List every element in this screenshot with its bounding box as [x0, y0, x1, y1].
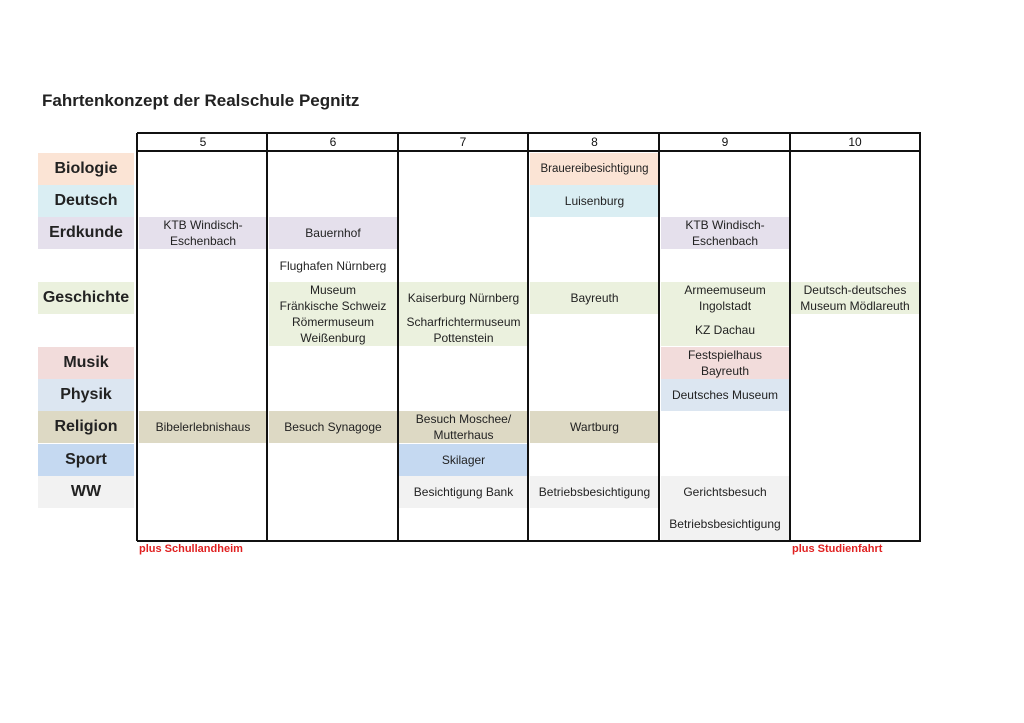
table-column-divider [789, 133, 791, 541]
cell-ww-9-extra: Betriebsbesichtigung [661, 508, 789, 540]
subject-physik: Physik [38, 379, 134, 411]
cell-religion-7: Besuch Moschee/ Mutterhaus [399, 411, 528, 443]
note-schullandheim: plus Schullandheim [139, 543, 243, 555]
cell-ww-9: Gerichtsbesuch [661, 476, 789, 508]
cell-geschichte-6-extra: Römermuseum Weißenburg [269, 314, 397, 346]
subject-ww: WW [38, 476, 134, 508]
grade-header-10: 10 [848, 135, 862, 149]
cell-sport-7: Skilager [399, 444, 528, 476]
cell-musik-9: Festspielhaus Bayreuth [661, 347, 789, 379]
table-column-divider [658, 133, 660, 541]
subject-religion: Religion [38, 411, 134, 443]
table-column-divider [397, 133, 399, 541]
table-column-divider [919, 133, 921, 541]
subject-biologie: Biologie [38, 153, 134, 185]
grade-header-6: 6 [329, 135, 337, 149]
table-column-divider [266, 133, 268, 541]
grade-header-5: 5 [199, 135, 207, 149]
grade-header-7: 7 [459, 135, 467, 149]
page-title: Fahrtenkonzept der Realschule Pegnitz [42, 91, 360, 110]
cell-erdkunde-5: KTB Windisch-Eschenbach [139, 217, 267, 249]
table-bottom-border [137, 540, 921, 542]
cell-geschichte-8: Bayreuth [530, 282, 659, 314]
subject-erdkunde: Erdkunde [38, 217, 134, 249]
cell-geschichte-7: Kaiserburg Nürnberg [399, 282, 528, 314]
cell-deutsch-8: Luisenburg [530, 185, 659, 217]
note-studienfahrt: plus Studienfahrt [792, 543, 883, 555]
cell-geschichte-9: Armeemuseum Ingolstadt [661, 282, 789, 314]
table-column-divider [136, 133, 138, 541]
subject-geschichte: Geschichte [38, 282, 134, 314]
table-column-divider [527, 133, 529, 541]
cell-geschichte-9-extra: KZ Dachau [661, 314, 789, 346]
cell-erdkunde-9: KTB Windisch-Eschenbach [661, 217, 789, 249]
cell-religion-5: Bibelerlebnishaus [139, 411, 267, 443]
cell-ww-7: Besichtigung Bank [399, 476, 528, 508]
grade-header-9: 9 [721, 135, 729, 149]
cell-biologie-8: Brauereibesichtigung [530, 153, 659, 185]
cell-religion-6: Besuch Synagoge [269, 411, 397, 443]
cell-ww-8: Betriebsbesichtigung [530, 476, 659, 508]
cell-geschichte-10: Deutsch-deutsches Museum Mödlareuth [791, 282, 919, 314]
subject-musik: Musik [38, 347, 134, 379]
subject-deutsch: Deutsch [38, 185, 134, 217]
cell-geschichte-6: Museum Fränkische Schweiz [269, 282, 397, 314]
cell-religion-8: Wartburg [530, 411, 659, 443]
cell-erdkunde-6-extra: Flughafen Nürnberg [279, 258, 387, 273]
table-header-border [137, 150, 921, 152]
subject-sport: Sport [38, 444, 134, 476]
cell-physik-9: Deutsches Museum [661, 379, 789, 411]
cell-geschichte-7-extra: Scharfrichtermuseum Pottenstein [399, 314, 528, 346]
cell-erdkunde-6: Bauernhof [269, 217, 397, 249]
grade-header-8: 8 [591, 135, 598, 149]
table-top-border [137, 132, 921, 134]
